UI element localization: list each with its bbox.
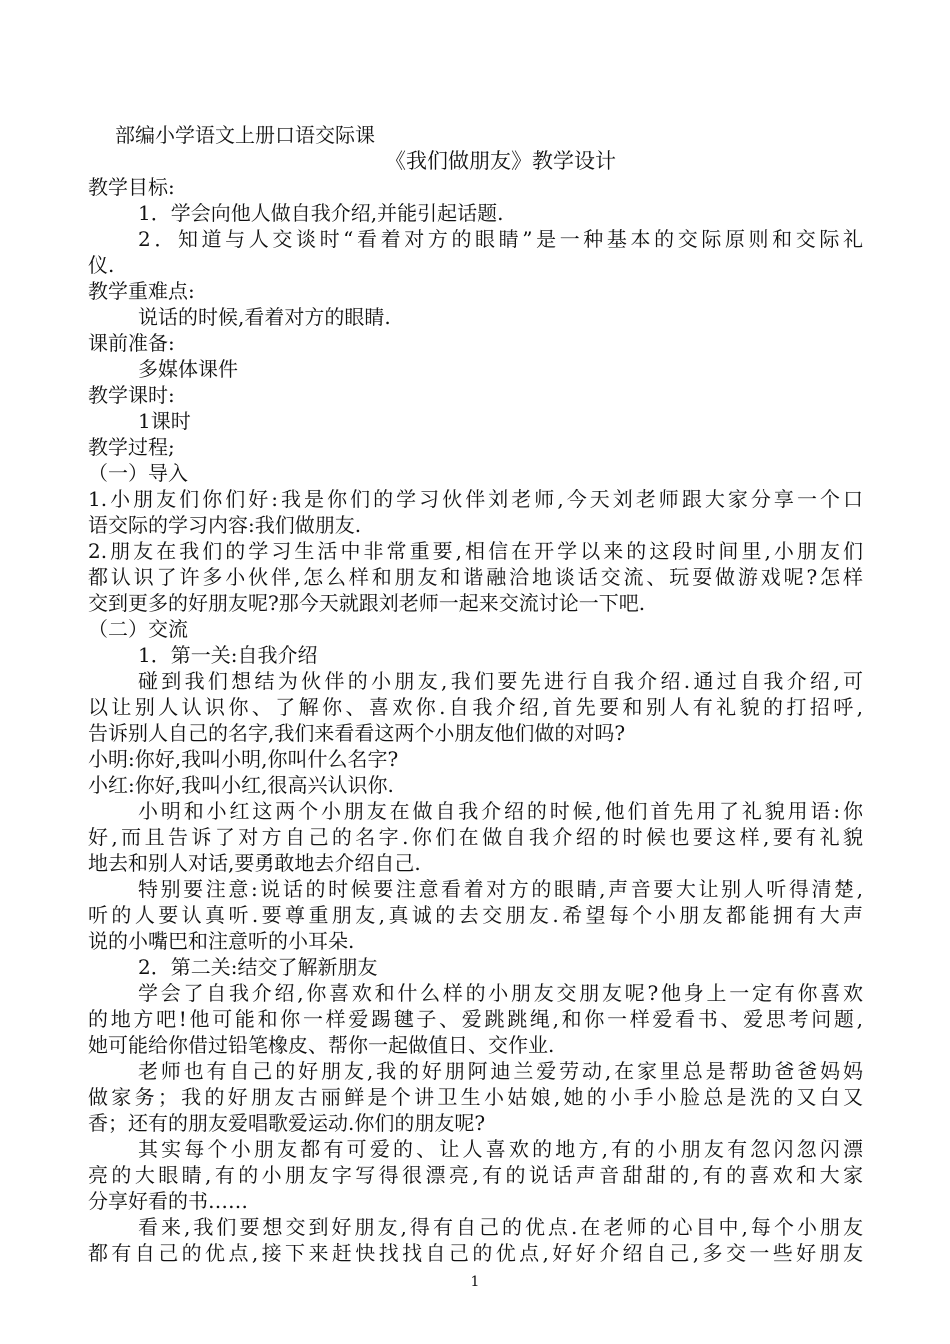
title-line-1: 部编小学语文上册口语交际课 <box>115 123 375 147</box>
text-line: 的地方吧!他可能和你一样爱踢毽子、爱跳跳绳,和你一样爱看书、爱思考问题, <box>88 1007 863 1031</box>
text-line: 1课时 <box>138 409 191 433</box>
text-line: 语交际的学习内容:我们做朋友. <box>88 513 362 537</box>
section-heading-exchange: （二）交流 <box>88 617 188 641</box>
dialogue-line: 小红:你好,我叫小红,很高兴认识你. <box>88 773 394 797</box>
text-line: 学会了自我介绍,你喜欢和什么样的小朋友交朋友呢?他身上一定有你喜欢 <box>138 981 863 1005</box>
text-line: 碰到我们想结为伙伴的小朋友,我们要先进行自我介绍.通过自我介绍,可 <box>138 669 863 693</box>
text-line: 老师也有自己的好朋友,我的好朋阿迪兰爱劳动,在家里总是帮助爸爸妈妈 <box>138 1059 863 1083</box>
text-line: 1.小朋友们你们好:我是你们的学习伙伴刘老师,今天刘老师跟大家分享一个口 <box>88 487 863 511</box>
text-line: 听的人要认真听.要尊重朋友,真诚的去交朋友.希望每个小朋友都能拥有大声 <box>88 903 863 927</box>
text-line: 好,而且告诉了对方自己的名字.你们在做自我介绍的时候也要这样,要有礼貌 <box>88 825 863 849</box>
text-line: 都认识了许多小伙伴,怎么样和朋友和谐融洽地谈话交流、玩耍做游戏呢?怎样 <box>88 565 863 589</box>
text-line: 她可能给你借过铅笔橡皮、帮你一起做值日、交作业. <box>88 1033 555 1057</box>
heading-process: 教学过程; <box>88 435 175 459</box>
text-line: 都有自己的优点,接下来赶快找找自己的优点,好好介绍自己,多交一些好朋友 <box>88 1241 863 1265</box>
title-line-2: 《我们做朋友》教学设计 <box>385 149 616 173</box>
text-line: 看来,我们要想交到好朋友,得有自己的优点.在老师的心目中,每个小朋友 <box>138 1215 863 1239</box>
text-line: 说话的时候,看着对方的眼睛. <box>138 305 391 329</box>
text-line: 其实每个小朋友都有可爱的、让人喜欢的地方,有的小朋友有忽闪忽闪漂 <box>138 1137 863 1161</box>
heading-preparation: 课前准备: <box>88 331 175 355</box>
text-line: 2．知道与人交谈时“看着对方的眼睛”是一种基本的交际原则和交际礼 <box>138 227 863 251</box>
text-line: 香；还有的朋友爱唱歌爱运动.你们的朋友呢? <box>88 1111 486 1135</box>
text-line: 说的小嘴巴和注意听的小耳朵. <box>88 929 355 953</box>
text-line: 特别要注意:说话的时候要注意看着对方的眼睛,声音要大让别人听得清楚, <box>138 877 863 901</box>
text-line: 告诉别人自己的名字,我们来看看这两个小朋友他们做的对吗? <box>88 721 626 745</box>
text-line: 交到更多的好朋友呢?那今天就跟刘老师一起来交流讨论一下吧. <box>88 591 646 615</box>
section-heading-intro: （一）导入 <box>88 461 188 485</box>
text-line: 小明和小红这两个小朋友在做自我介绍的时候,他们首先用了礼貌用语:你 <box>138 799 863 823</box>
text-line: 以让别人认识你、了解你、喜欢你.自我介绍,首先要和别人有礼貌的打招呼, <box>88 695 863 719</box>
heading-objectives: 教学目标: <box>88 175 175 199</box>
subheading-level-2: 2．第二关:结交了解新朋友 <box>138 955 378 979</box>
text-line: 1．学会向他人做自我介绍,并能引起话题. <box>138 201 504 225</box>
page-number: 1 <box>470 1274 480 1290</box>
subheading-level-1: 1．第一关:自我介绍 <box>138 643 318 667</box>
text-line: 做家务；我的好朋友古丽鲜是个讲卫生小姑娘,她的小手小脸总是洗的又白又 <box>88 1085 863 1109</box>
heading-key-points: 教学重难点: <box>88 279 195 303</box>
dialogue-line: 小明:你好,我叫小明,你叫什么名字? <box>88 747 399 771</box>
text-line: 仪. <box>88 253 115 277</box>
text-line: 亮的大眼睛,有的小朋友字写得很漂亮,有的说话声音甜甜的,有的喜欢和大家 <box>88 1163 863 1187</box>
text-line: 分享好看的书…… <box>88 1189 248 1213</box>
text-line: 地去和别人对话,要勇敢地去介绍自己. <box>88 851 421 875</box>
heading-class-hours: 教学课时: <box>88 383 175 407</box>
text-line: 2.朋友在我们的学习生活中非常重要,相信在开学以来的这段时间里,小朋友们 <box>88 539 863 563</box>
text-line: 多媒体课件 <box>138 357 238 381</box>
